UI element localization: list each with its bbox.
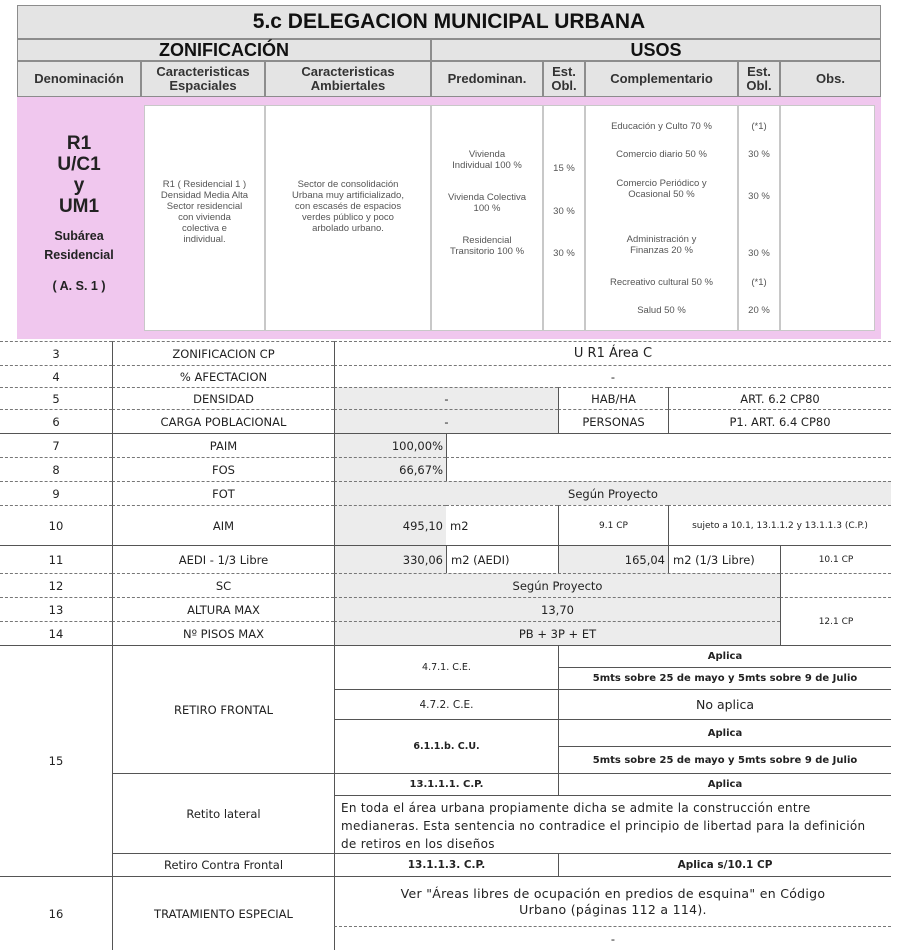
row-number: 13 — [0, 597, 112, 621]
row-label: AIM — [112, 505, 334, 545]
complementario-item: Recreativo cultural 50 % — [610, 277, 713, 288]
col-car-ambientales: Caracteristicas Ambiertales — [265, 61, 431, 97]
row-number: 9 — [0, 481, 112, 505]
row-unit: m2 (AEDI) — [446, 545, 558, 573]
row-empty — [446, 457, 891, 481]
predominan-item — [431, 192, 543, 214]
text-line: colectiva e — [182, 223, 227, 234]
retiro-contra-label: Retiro Contra Frontal — [112, 853, 334, 876]
row-note: sujeto a 10.1, 13.1.1.2 y 13.1.1.3 (C.P.) — [668, 505, 891, 545]
retiro-aplica: Aplica — [558, 645, 891, 667]
zone-code-line: R1 — [66, 133, 92, 154]
complementario-est: 30 % — [748, 248, 770, 259]
row-label: ZONIFICACION CP — [112, 341, 334, 365]
row-value: 495,10 — [334, 505, 446, 545]
text-line: Urbana muy artificializado, — [292, 190, 404, 201]
text-line: Residencial — [462, 235, 512, 246]
text-line: Finanzas 20 % — [630, 245, 693, 256]
zone-subarea-line: Subárea — [54, 229, 104, 243]
zone-predominan — [431, 105, 543, 331]
complementario-item: Educación y Culto 70 % — [611, 121, 712, 132]
predominan-est: 30 % — [553, 248, 575, 259]
complementario-est: 30 % — [748, 149, 770, 160]
col-est-obl-1: Est. Obl. — [543, 61, 585, 97]
zone-complementario — [585, 105, 738, 331]
retiro-code: 4.7.2. C.E. — [334, 689, 558, 719]
zone-code-line: y — [73, 175, 85, 196]
text-line: Comercio Periódico y — [616, 178, 707, 189]
zone-ambientales — [265, 105, 431, 331]
row-ref: ART. 6.2 CP80 — [668, 387, 891, 409]
zone-code-line: UM1 — [58, 196, 100, 217]
row-unit: PERSONAS — [558, 409, 668, 433]
retiro-aplica: Aplica s/10.1 CP — [558, 853, 891, 876]
zone-denominacion — [17, 105, 141, 330]
retiro-lateral-label: Retito lateral — [112, 773, 334, 853]
row-number: 11 — [0, 545, 112, 573]
row-label: FOT — [112, 481, 334, 505]
ambientales-text — [266, 179, 430, 234]
col-complementario: Complementario — [585, 61, 738, 97]
text-line: 100 % — [473, 203, 501, 214]
section-zonificacion — [17, 39, 431, 61]
row-label: % AFECTACION — [112, 365, 334, 387]
row-label: Nº PISOS MAX — [112, 621, 334, 645]
row-ref: 9.1 CP — [558, 505, 668, 545]
row-label: AEDI - 1/3 Libre — [112, 545, 334, 573]
row-ref: P1. ART. 6.4 CP80 — [668, 409, 891, 433]
text-line: Densidad Media Alta — [160, 190, 249, 201]
row-value: U R1 Área C — [334, 341, 891, 365]
retiro-detail: 5mts sobre 25 de mayo y 5mts sobre 9 de Julio — [558, 667, 891, 689]
row-number: 4 — [0, 365, 112, 387]
row-label: SC — [112, 573, 334, 597]
retiro-aplica: Aplica — [558, 719, 891, 746]
row-unit2: m2 (1/3 Libre) — [668, 545, 780, 573]
text-line: individual. — [183, 234, 226, 245]
predominan-item — [431, 149, 543, 171]
text-line: Ocasional 50 % — [628, 189, 695, 200]
complementario-item — [585, 234, 738, 256]
predominan-est: 30 % — [553, 206, 575, 217]
row-value2: - — [334, 926, 891, 950]
row-number: 14 — [0, 621, 112, 645]
text-line: R1 ( Residencial 1 ) — [162, 179, 247, 190]
row-value: Ver "Áreas libres de ocupación en predios de esquina" en Código Urbano (páginas 112 a 114). — [334, 876, 891, 926]
text-line: con vivienda — [178, 212, 231, 223]
complementario-item: Comercio diario 50 % — [616, 149, 707, 160]
row-value: - — [334, 387, 558, 409]
complementario-item: Salud 50 % — [637, 305, 686, 316]
col-predominan: Predominan. — [431, 61, 543, 97]
row-number: 8 — [0, 457, 112, 481]
retiro-lateral-text: En toda el área urbana propiamente dicha se admite la construcción entre medianeras. Esta sentencia no contradice el principio de libertad para la definición de retiros en los diseños — [334, 795, 891, 853]
retiro-code: 13.1.1.3. C.P. — [334, 853, 558, 876]
row-number: 5 — [0, 387, 112, 409]
zone-subarea — [17, 227, 141, 265]
row-label: PAIM — [112, 433, 334, 457]
retiro-detail: 5mts sobre 25 de mayo y 5mts sobre 9 de Julio — [558, 746, 891, 773]
row-number: 16 — [0, 876, 112, 950]
complementario-est: (*1) — [751, 277, 767, 288]
section-usos-label: USOS — [630, 39, 682, 60]
retiro-code: 13.1.1.1. C.P. — [334, 773, 558, 795]
text-line: Individual 100 % — [452, 160, 522, 171]
zone-code-line: U/C1 — [57, 154, 101, 175]
row-number: 10 — [0, 505, 112, 545]
text-line: verdes público y poco — [302, 212, 394, 223]
page-title-text: 5.c DELEGACION MUNICIPAL URBANA — [252, 10, 646, 33]
row-ref: 10.1 CP — [780, 545, 891, 573]
row-number: 7 — [0, 433, 112, 457]
retiro-code: 4.7.1. C.E. — [334, 645, 558, 689]
row-value: 66,67% — [334, 457, 446, 481]
retiro-no-aplica: No aplica — [558, 689, 891, 719]
predominan-item — [431, 235, 543, 257]
retiro-code: 6.1.1.b. C.U. — [334, 719, 558, 773]
row-value: 330,06 — [334, 545, 446, 573]
zone-subarea-line: Residencial — [44, 248, 114, 262]
row-value: 13,70 — [334, 597, 780, 621]
row-label: CARGA POBLACIONAL — [112, 409, 334, 433]
zone-code — [17, 133, 141, 217]
complementario-est: 30 % — [748, 191, 770, 202]
retiro-aplica: Aplica — [558, 773, 891, 795]
row-number: 12 — [0, 573, 112, 597]
row-value2: 165,04 — [558, 545, 668, 573]
section-usos — [431, 39, 881, 61]
text-line: arbolado urbano. — [312, 223, 384, 234]
row-number: 15 — [0, 645, 112, 876]
col-est-obl-2: Est. Obl. — [738, 61, 780, 97]
complementario-est: 20 % — [748, 305, 770, 316]
zone-as: ( A. S. 1 ) — [52, 279, 106, 293]
row-value: Según Proyecto — [334, 573, 780, 597]
text-line: Sector residencial — [166, 201, 243, 212]
col-obs: Obs. — [780, 61, 881, 97]
row-label: DENSIDAD — [112, 387, 334, 409]
col-denominacion: Denominación — [17, 61, 141, 97]
row-ref: 12.1 CP — [780, 597, 891, 645]
row-label: FOS — [112, 457, 334, 481]
zone-est-2 — [738, 105, 780, 331]
row-value: - — [334, 365, 891, 387]
retiro-frontal-label: RETIRO FRONTAL — [112, 645, 334, 773]
row-value: PB + 3P + ET — [334, 621, 780, 645]
text-line: Sector de consolidación — [297, 179, 399, 190]
row-empty — [446, 433, 891, 457]
page-title — [17, 5, 881, 39]
col-car-espaciales: Caracteristicas Espaciales — [141, 61, 265, 97]
text-line: Vivienda Colectiva — [448, 192, 526, 203]
complementario-item — [585, 178, 738, 200]
row-value: - — [334, 409, 558, 433]
text-line: Transitorio 100 % — [449, 246, 525, 257]
row-number: 6 — [0, 409, 112, 433]
text-line: con escasés de espacios — [294, 201, 402, 212]
row-number: 3 — [0, 341, 112, 365]
text-line: Vivienda — [468, 149, 506, 160]
zone-espaciales — [144, 105, 265, 331]
zone-est-1 — [543, 105, 585, 331]
predominan-est: 15 % — [553, 163, 575, 174]
row-label: ALTURA MAX — [112, 597, 334, 621]
row-unit: HAB/HA — [558, 387, 668, 409]
row-label: TRATAMIENTO ESPECIAL — [112, 876, 334, 950]
section-zonificacion-label: ZONIFICACIÓN — [159, 39, 289, 60]
zone-obs — [780, 105, 875, 331]
text-line: Administración y — [626, 234, 697, 245]
row-value: Según Proyecto — [334, 481, 891, 505]
row-empty — [780, 573, 891, 597]
parameters-table — [0, 341, 897, 950]
espaciales-text — [145, 179, 264, 245]
complementario-est: (*1) — [751, 121, 767, 132]
row-value: 100,00% — [334, 433, 446, 457]
row-unit: m2 — [446, 505, 558, 545]
